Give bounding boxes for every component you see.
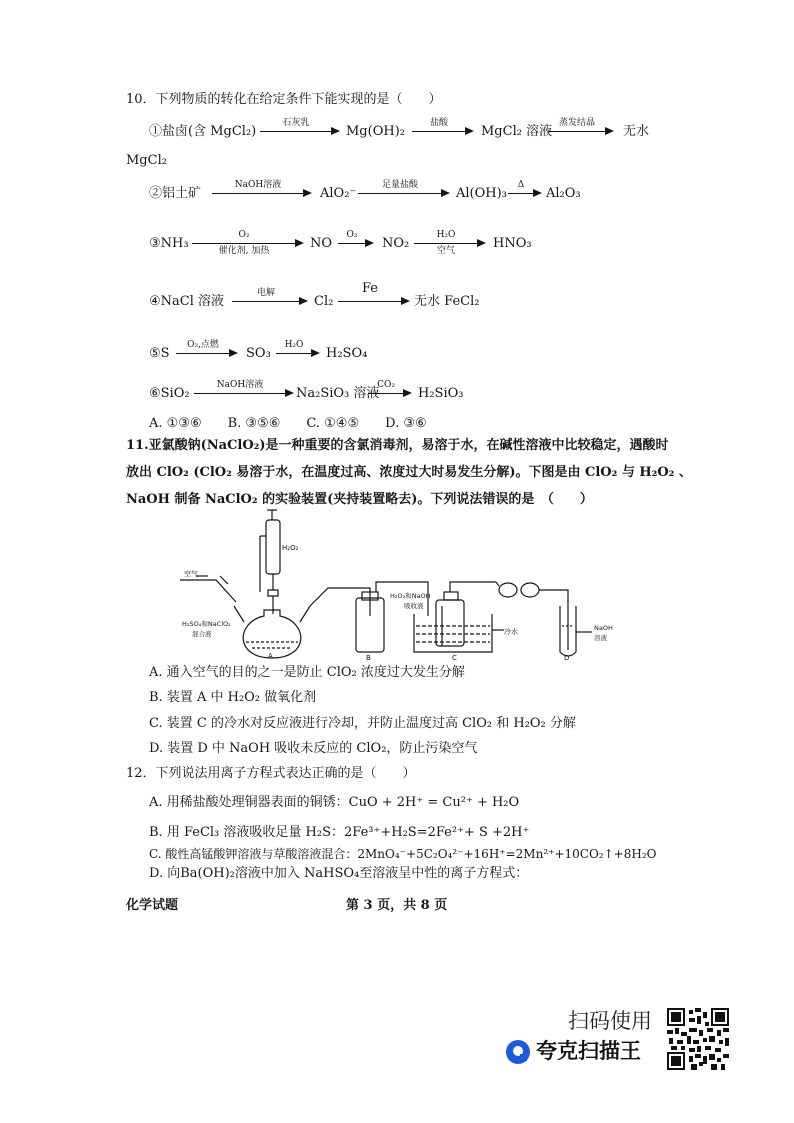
label-mix1: H₂SO₄和NaClO₂	[182, 620, 231, 628]
label-naoh2: 溶液	[594, 634, 607, 642]
q10-r6-cond1: NaOH溶液	[216, 380, 264, 390]
label-absorb1: H₂O₂和NaOH	[390, 592, 431, 600]
q10-r2-p2: Al(OH)₃	[456, 186, 507, 201]
q10-r3-cond3: H₂O	[436, 230, 456, 240]
q10-r3-p3: HNO₃	[493, 236, 532, 251]
q10-r1-arrow1	[260, 118, 340, 140]
q10-r1-p1: Mg(OH)₂	[346, 124, 405, 139]
footer-subject: 化学试题	[126, 898, 179, 913]
label-d: D	[564, 654, 570, 660]
q10-r1-arrow3	[548, 118, 614, 140]
q11-option-d: D. 装置 D 中 NaOH 吸收未反应的 ClO₂，防止污染空气	[149, 741, 478, 756]
q10-r4-p1: Cl₂	[314, 294, 334, 309]
label-a: A	[268, 652, 273, 660]
q10-r3-cond2: O₂	[346, 230, 358, 240]
q10-r4-p2: 无水 FeCl₂	[414, 294, 480, 309]
q10-r4-start: ④NaCl 溶液	[149, 294, 225, 309]
q10-r3-arrow2	[338, 230, 374, 252]
footer-page-number: 第 3 页，共 8 页	[346, 898, 448, 913]
q12-option-a: A. 用稀盐酸处理铜器表面的铜锈：CuO + 2H⁺ = Cu²⁺ + H₂O	[149, 795, 520, 810]
q10-options: A. ①③⑥ B. ③⑤⑥ C. ①④⑤ D. ③⑥	[149, 416, 427, 431]
label-naoh1: NaOH	[594, 624, 613, 632]
q10-r1-cond3: 蒸发结晶	[558, 118, 595, 128]
q10-r5-cond1: O₂,点燃	[187, 340, 219, 350]
q10-r6-arrow1	[194, 380, 294, 402]
label-cold-water: 冷水	[504, 628, 518, 636]
q10-r6-p2: H₂SiO₃	[418, 386, 464, 401]
q10-r5-cond2: H₂O	[284, 340, 304, 350]
label-c: C	[452, 654, 457, 660]
q10-r3-p1: NO	[310, 236, 333, 251]
q10-r4-arrow1	[232, 288, 308, 310]
funnel-body	[266, 520, 280, 574]
q11-line3: NaOH 制备 NaClO₂ 的实验装置(夹持装置略去)。下列说法错误的是 （ ）	[126, 492, 593, 507]
q10-r2-p3: Al₂O₃	[546, 186, 581, 201]
q10-stem: 10．下列物质的转化在给定条件下能实现的是（ ）	[126, 92, 442, 107]
qr-code-icon[interactable]	[667, 1008, 729, 1070]
q12-option-b: B. 用 FeCl₃ 溶液吸收足量 H₂S：2Fe³⁺+H₂S=2Fe²⁺+ S +2H⁺	[149, 825, 530, 840]
q10-r5-start: ⑤S	[149, 346, 170, 361]
q10-r1-cond2: 盐酸	[429, 118, 448, 128]
q10-r6-start: ⑥SiO₂	[149, 386, 190, 401]
q10-r4-arrow2	[338, 281, 410, 310]
q11-line2: 放出 ClO₂ (ClO₂ 易溶于水，在温度过高、浓度过大时易发生分解)。下图是由 ClO₂ 与 H₂O₂ 、	[126, 465, 692, 480]
q12-option-d: D. 向Ba(OH)₂溶液中加入 NaHSO₄至溶液呈中性的离子方程式：	[149, 866, 529, 881]
q10-r3-cond3b: 空气	[436, 246, 455, 256]
q12-option-c: C. 酸性高锰酸钾溶液与草酸溶液混合：2MnO₄⁻+5C₂O₄²⁻+16H⁺=2Mn²⁺+10CO₂↑+8H₂O	[149, 847, 657, 861]
q10-r2-cond2: 足量盐酸	[381, 180, 418, 190]
q10-r1-p3: 无水	[623, 124, 650, 139]
q10-r4-cond1: 电解	[256, 288, 275, 298]
q10-r3-cond1b: 催化剂, 加热	[218, 246, 270, 256]
q10-r1-p3b: MgCl₂	[126, 153, 167, 168]
q10-r2-cond3: Δ	[517, 180, 525, 190]
q10-r2-p1: AlO₂⁻	[320, 186, 357, 201]
q10-r3-arrow3	[414, 230, 486, 256]
label-mix2: 混合液	[192, 630, 212, 638]
q10-r2-arrow2	[358, 180, 450, 202]
q10-r3-cond1: O₂	[238, 230, 250, 240]
q10-r3-p2: NO₂	[382, 236, 410, 251]
q10-r3-arrow1	[192, 230, 304, 256]
q12-stem: 12．下列说法用离子方程式表达正确的是（ ）	[126, 766, 416, 781]
watermark-brand-name: 夸克扫描王	[536, 1039, 641, 1063]
brand-logo-icon	[506, 1040, 530, 1064]
q10-r5-p1: SO₃	[246, 346, 271, 361]
q10-r2-arrow1	[212, 180, 312, 202]
watermark-scan-text: 扫码使用	[568, 1009, 652, 1033]
q10-r4-cond2: Fe	[361, 281, 378, 296]
q10-r2-arrow3	[508, 180, 542, 202]
q10-r3-start: ③NH₃	[149, 236, 189, 251]
q11-option-c: C. 装置 C 的冷水对反应液进行冷却，并防止温度过高 ClO₂ 和 H₂O₂ 分解	[149, 716, 576, 731]
q10-r1-arrow2	[412, 118, 474, 140]
q11-option-a: A. 通入空气的目的之一是防止 ClO₂ 浓度过大发生分解	[149, 665, 465, 680]
q10-r5-arrow2	[276, 340, 320, 362]
q10-r2-cond1: NaOH溶液	[234, 180, 282, 190]
label-air: 空气	[184, 570, 198, 578]
q10-r6-p1: Na₂SiO₃ 溶液	[296, 386, 380, 401]
q10-r6-arrow2	[368, 380, 412, 402]
q11-option-b: B. 装置 A 中 H₂O₂ 做氧化剂	[149, 690, 317, 705]
q10-r1-start: ①盐卤(含 MgCl₂)	[149, 124, 257, 139]
label-b: B	[366, 654, 371, 660]
label-absorb2: 吸收液	[404, 602, 424, 610]
q11-line1: 11.亚氯酸钠(NaClO₂)是一种重要的含氯消毒剂，易溶于水，在碱性溶液中比较稳定，遇酸时	[126, 438, 669, 453]
q10-r5-p2: H₂SO₄	[326, 346, 368, 361]
flask-a	[243, 610, 301, 658]
apparatus-diagram	[176, 506, 636, 660]
q10-r2-start: ②铝土矿	[149, 186, 202, 201]
q10-r1-cond1: 石灰乳	[282, 118, 310, 128]
q10-r1-p2: MgCl₂ 溶液	[481, 124, 553, 139]
q10-r6-cond2: CO₂	[377, 380, 395, 390]
q10-r5-arrow1	[176, 340, 238, 362]
label-h2o2: H₂O₂	[282, 544, 299, 552]
